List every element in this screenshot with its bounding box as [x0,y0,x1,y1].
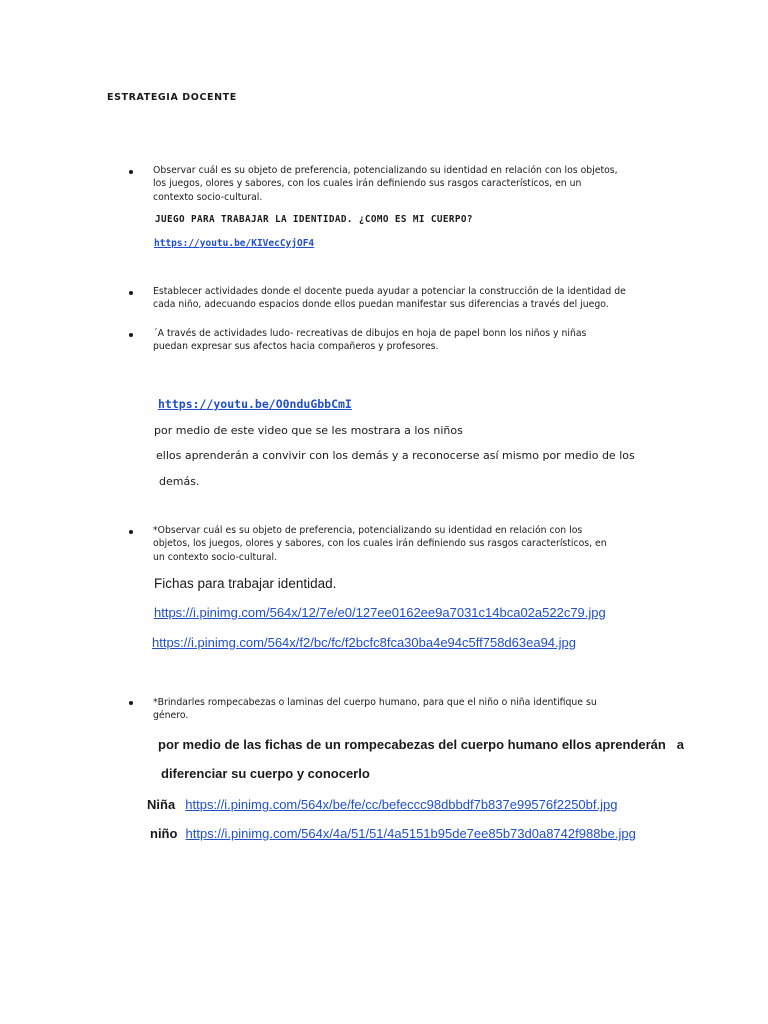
bullet-4 [153,524,607,564]
video-text-line-1: por medio de este video que se les mostrara a los niños [154,424,463,437]
pinimg-link-nina[interactable]: https://i.pinimg.com/564x/be/fe/cc/befeccc98dbbdf7b837e99576f2250bf.jpg [185,797,618,812]
bullet-3 [153,327,586,354]
nina-label: Niña [147,797,176,812]
bullet-2-line: Establecer actividades donde el docente pueda ayudar a potenciar la construcción de la identidad de [153,286,626,297]
pinimg-link-nino[interactable]: https://i.pinimg.com/564x/4a/51/51/4a5151b95de7ee85b73d0a8742f988be.jpg [185,826,636,841]
bullet-1-line: contexto socio-cultural. [153,191,263,203]
bullet-2 [153,285,626,312]
nino-label: niño [150,826,178,841]
bullet-5 [153,696,597,723]
bullet-4-line: un contexto socio-cultural. [153,551,278,563]
bullet-dot [129,530,133,534]
bullet-dot [129,333,133,337]
youtube-link-1[interactable]: https://youtu.be/KIVecCyjOF4 [154,238,315,249]
fichas-heading: Fichas para trabajar identidad. [154,576,337,591]
bullet-dot [129,170,133,174]
rompecabezas-line-1: por medio de las fichas de un rompecabezas del cuerpo humano ellos aprenderán a [158,737,684,752]
bullet-4-line: *Observar cuál es su objeto de preferencia, potencializando su identidad en relación con los [153,525,583,536]
rompecabezas-line-2: diferenciar su cuerpo y conocerlo [161,766,370,781]
pinimg-link-2[interactable]: https://i.pinimg.com/564x/f2/bc/fc/f2bcfc8fca30ba4e94c5ff758d63ea94.jpg [152,635,576,650]
video-text-line-2: ellos aprenderán a convivir con los demás y a reconocerse así mismo por medio de los [156,449,635,462]
bullet-5-line: *Brindarles rompecabezas o laminas del cuerpo humano, para que el niño o niña identifique su [153,697,597,708]
bullet-dot [129,701,133,705]
bullet-dot [129,291,133,295]
page-title: ESTRATEGIA DOCENTE [107,92,237,103]
nina-row [147,794,617,813]
bullet-1-line: los juegos, olores y sabores, con los cuales irán definiendo sus rasgos característicos, en un [153,178,582,190]
pinimg-link-1[interactable]: https://i.pinimg.com/564x/12/7e/e0/127ee0162ee9a7031c14bca02a522c79.jpg [154,605,606,620]
nino-row [150,823,636,842]
bullet-1 [153,164,618,204]
youtube-link-2[interactable]: https://youtu.be/O0nduGbbCmI [158,397,352,411]
bullet-1-line: Observar cuál es su objeto de preferencia, potencializando su identidad en relación con los objetos, [153,165,618,176]
bullet-4-line: objetos, los juegos, olores y sabores, con los cuales irán definiendo sus rasgos característicos, en [153,538,607,550]
bullet-5-line: género. [153,710,189,722]
bullet-2-line: cada niño, adecuando espacios donde ellos puedan manifestar sus diferencias a través del juego. [153,299,609,311]
bullet-3-line: ´A través de actividades ludo- recreativas de dibujos en hoja de papel bonn los niños y niñas [153,328,587,339]
bullet-3-line: puedan expresar sus afectos hacia compañeros y profesores. [153,341,439,353]
video-text-line-3: demás. [159,475,200,488]
juego-heading: JUEGO PARA TRABAJAR LA IDENTIDAD. ¿COMO ES MI CUERPO? [155,214,473,225]
